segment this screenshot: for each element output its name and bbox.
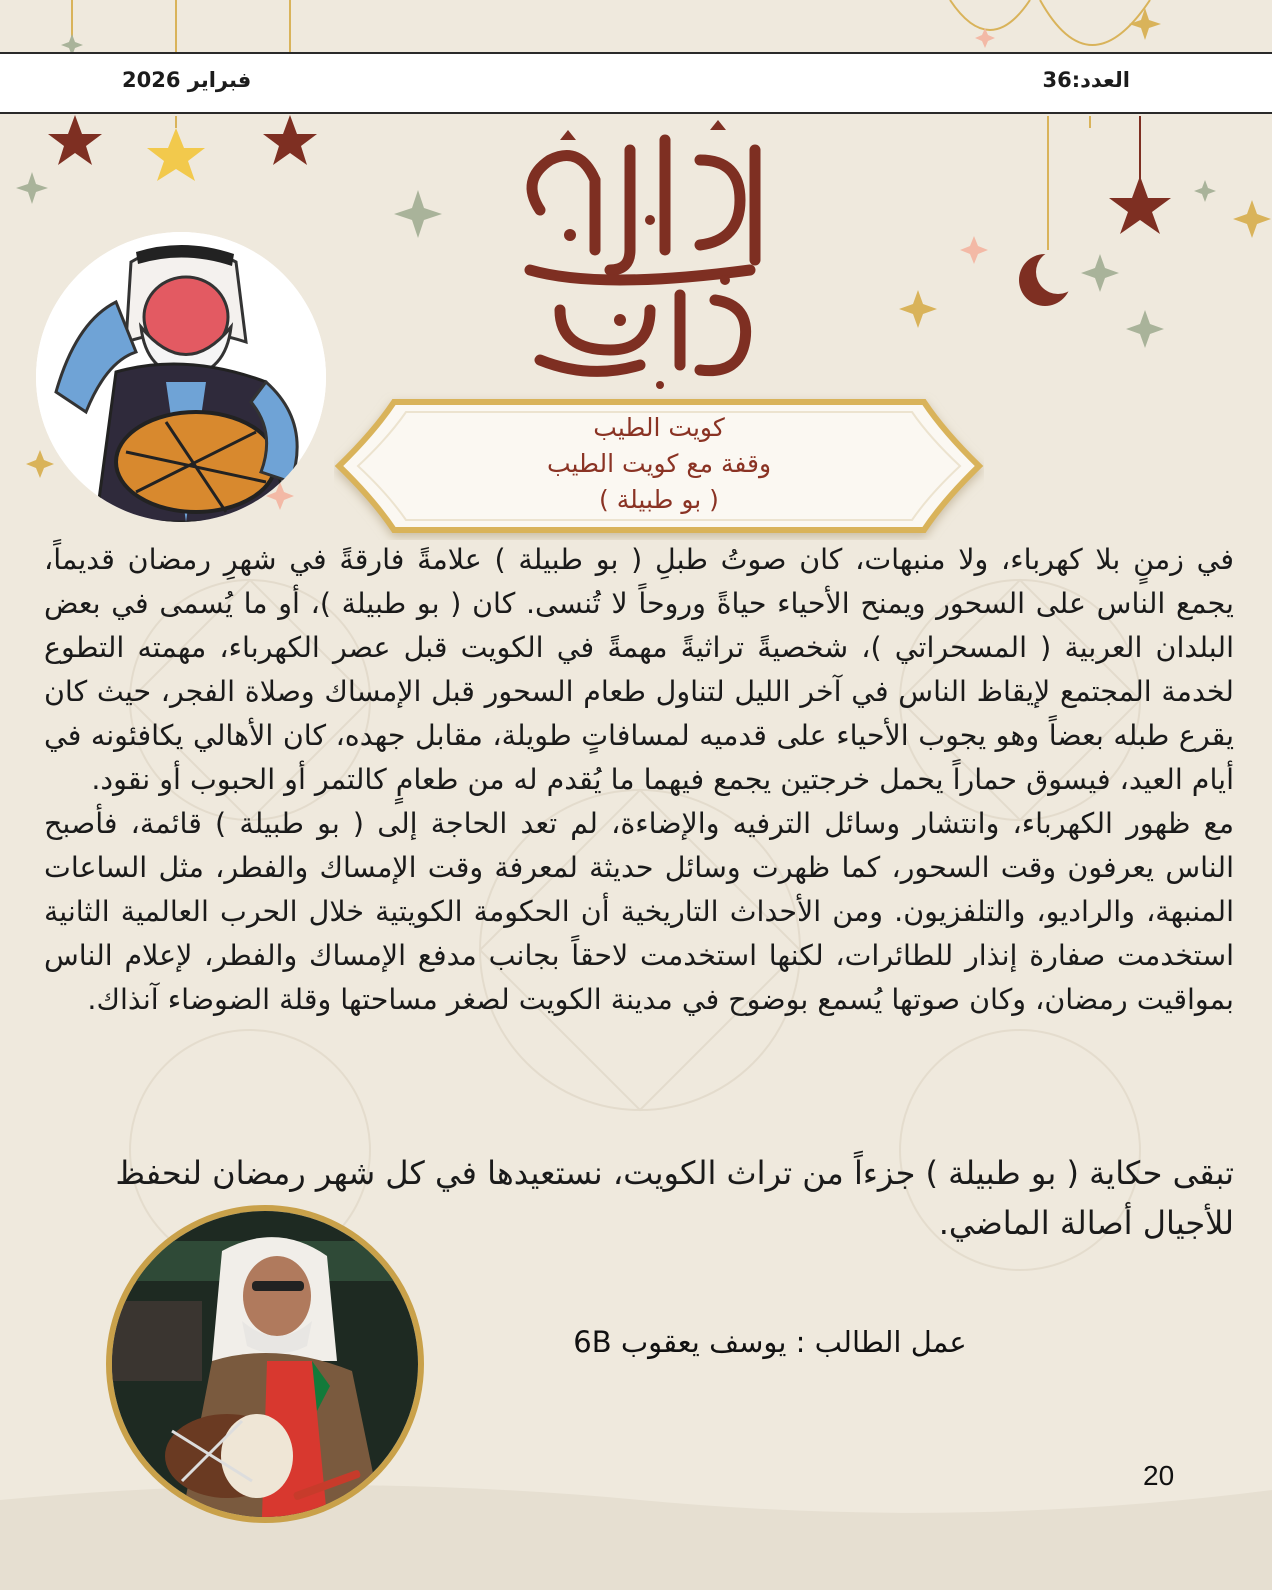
banner-title: [434, 410, 884, 518]
author-credit: عمل الطالب : يوسف يعقوب 6B: [573, 1325, 967, 1359]
issue-number: العدد:36: [1042, 68, 1130, 92]
banner-line-2: وقفة مع كويت الطيب: [546, 449, 772, 478]
header-bar: [0, 52, 1272, 114]
page-number: 20: [1143, 1460, 1175, 1491]
article-body: [44, 538, 1234, 1022]
issue-date: فبراير 2026: [122, 68, 252, 92]
bu-tubaila-photo: [106, 1205, 424, 1523]
bu-tubaila-cartoon-image: [36, 232, 326, 522]
article-paragraph-2: مع ظهور الكهرباء، وانتشار وسائل الترفيه والإضاءة، لم تعد الحاجة إلى ( بو طبيلة ) قائمة، فأصبح الناس يعرفون وقت السحور، كما ظهرت وسائل حديثة لمعرفة وقت الإمساك والفطر، مثل الساعات المنبهة، والراديو، والتلفزيون. ومن الأحداث التاريخية أن الحكومة الكويتية خلال الحرب العالمية الثانية استخدمت صفارة إنذار للطائرات، لكنها استخدمت لاحقاً بجانب مدفع الإمساك والفطر، لإعلام الناس بمواقيت رمضان، وكان صوتها يُسمع بوضوح في مدينة الكويت لصغر مساحتها وقلة الضوضاء آنذاك.: [44, 807, 1234, 1016]
article-closing: تبقى حكاية ( بو طبيلة ) جزءاً من تراث الكويت، نستعيدها في كل شهر رمضان لنحفظ للأجيال أصالة الماضي.: [115, 1154, 1234, 1242]
article-paragraph-1: في زمنٍ بلا كهرباء، ولا منبهات، كان صوتُ طبلِ ( بو طبيلة ) علامةً فارقةً في شهرِ رمضان قديماً، يجمع الناس على السحور ويمنح الأحياء حياةً وروحاً لا تُنسى. كان ( بو طبيلة )، أو ما يُسمى في بعض البلدان العربية ( المسحراتي )، شخصيةً تراثيةً مهمةً في الكويت قبل عصر الكهرباء، مهمته التطوع لخدمة المجتمع لإيقاظ الناس في آخر الليل لتناول طعام السحور قبل الإمساك وصلاة الفجر، حيث كان يقرع طبله بعضاً وهو يجوب الأحياء على قدميه لمسافاتٍ طويلة، مقابل جهده، كان الأهالي يكافئونه في أيام العيد، فيسوق حماراً يحمل خرجتين يجمع فيهما ما يُقدم له من طعامٍ كالتمر أو الحبوب أو نقود.: [44, 543, 1234, 796]
banner-line-3: ( بو طبيلة ): [599, 485, 719, 514]
ramadan-kareem-calligraphy: [500, 120, 790, 395]
banner-line-1: كويت الطيب: [593, 413, 725, 442]
